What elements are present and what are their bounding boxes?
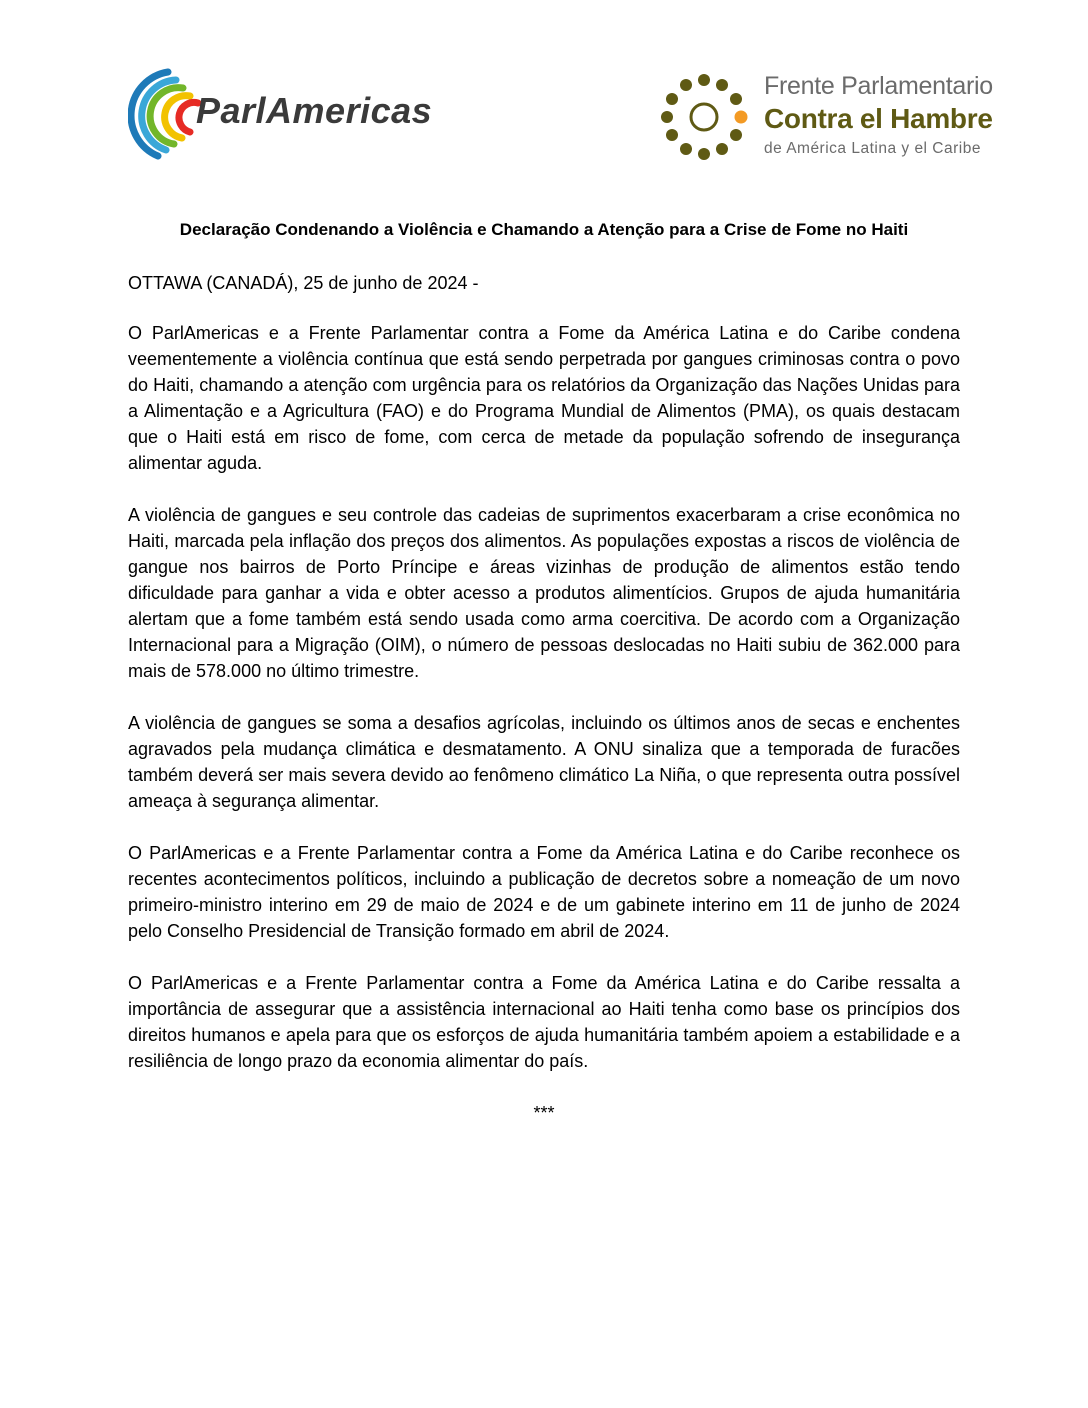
dateline: OTTAWA (CANADÁ), 25 de junho de 2024 -: [128, 273, 479, 293]
logo-line-3: de América Latina y el Caribe: [764, 140, 981, 157]
paragraph-4: O ParlAmericas e a Frente Parlamentar contra a Fome da América Latina e do Caribe reconhece os recentes acontecimentos políticos, incluindo a publicação de decretos sobre a nomeação de um novo primeiro-ministro interino em 29 de maio de 2024 e de um gabinete interino em 11 de junho de 2024 pelo Conselho Presidencial de Transição formado em abril de 2024.: [128, 843, 960, 941]
paragraph-1: O ParlAmericas e a Frente Parlamentar contra a Fome da América Latina e do Caribe condena veementemente a violência contínua que está sendo perpetrada por gangues criminosas contra o povo do Haiti, chamando a atenção com urgência para os relatórios da Organização das Nações Unidas para a Alimentação e a Agricultura (FAO) e do Programa Mundial de Alimentos (PMA), os quais destacam que o Haiti está em risco de fome, com cerca de metade da população sofrendo de insegurança alimentar aguda.: [128, 323, 960, 473]
paragraph-3: A violência de gangues se soma a desafios agrícolas, incluindo os últimos anos de secas e enchentes agravados pela mudança climática e desmatamento. A ONU sinaliza que a temporada de furacões também deverá ser mais severa devido ao fenômeno climático La Niña, o que representa outra possível ameaça à segurança alimentar.: [128, 713, 960, 811]
paragraph-2: A violência de gangues e seu controle das cadeias de suprimentos exacerbaram a crise econômica no Haiti, marcada pela inflação dos preços dos alimentos. As populações expostas a riscos de violência de gangue nos bairros de Porto Príncipe e áreas vizinhas de produção de alimentos estão tendo dificuldade para ganhar a vida e obter acesso a produtos alimentícios. Grupos de ajuda humanitária alertam que a fome também está sendo usada como arma coercitiva. De acordo com a Organização Internacional para a Migração (OIM), o número de pessoas deslocadas no Haiti subiu de 362.000 para mais de 578.000 no último trimestre.: [128, 505, 960, 681]
parlamericas-logo: [128, 66, 468, 166]
logo-line-1: Frente Parlamentario: [764, 72, 993, 100]
letterhead: [0, 0, 1088, 175]
logo-line-2: Contra el Hambre: [764, 103, 993, 134]
end-separator: ***: [533, 1103, 555, 1123]
document-title: Declaração Condenando a Violência e Chamando a Atenção para a Crise de Fome no Haiti: [179, 220, 909, 239]
document-body: [128, 220, 960, 1126]
dot-circle-icon: [656, 70, 752, 166]
frente-parlamentario-logo: [656, 70, 996, 170]
paragraph-5: O ParlAmericas e a Frente Parlamentar contra a Fome da América Latina e do Caribe ressalta a importância de assegurar que a assistência internacional ao Haiti tenha como base os princípios dos direitos humanos e apela para que os esforços de ajuda humanitária também apoiem a estabilidade e a resiliência de longo prazo da economia alimentar do país.: [128, 973, 960, 1071]
parlamericas-wordmark: ParlAmericas: [196, 90, 433, 131]
